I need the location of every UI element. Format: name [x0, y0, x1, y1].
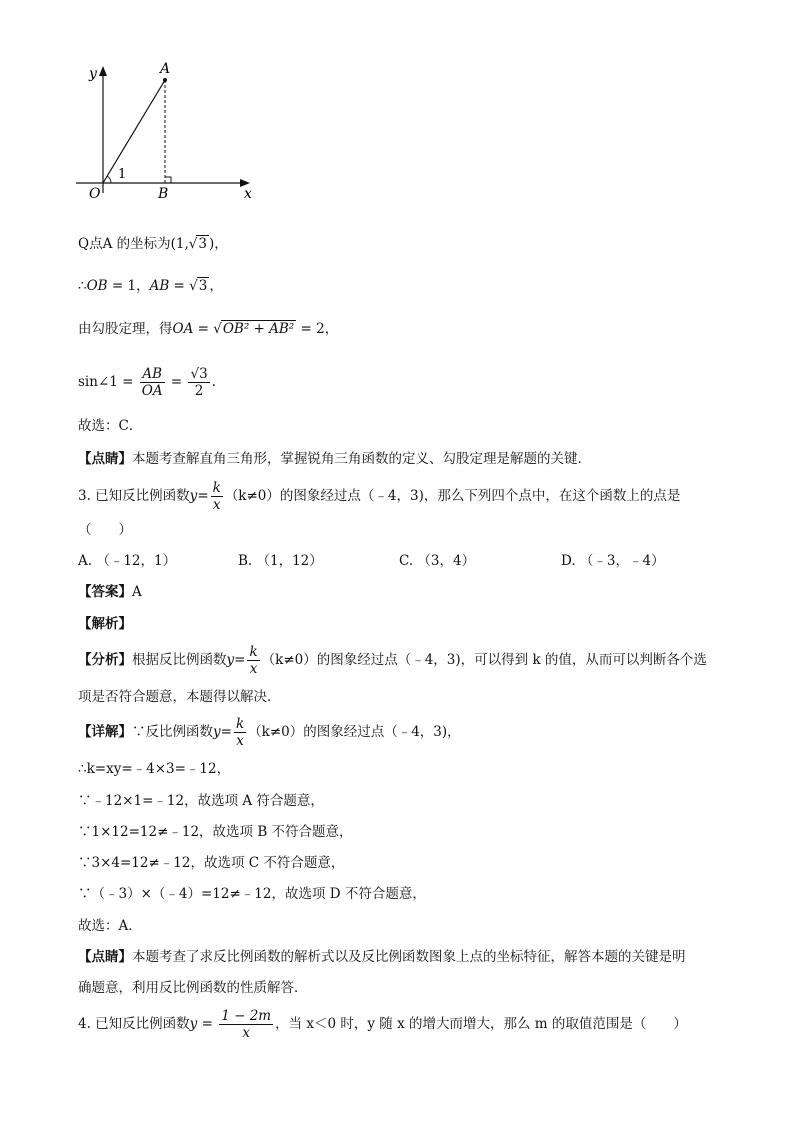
math-oa: OA [172, 321, 194, 337]
fraction-k-x [211, 480, 223, 513]
q3-option-b: B. （1，12） [238, 553, 323, 569]
q3-comment-line-1 [78, 947, 686, 967]
sqrt-icon: √ [189, 278, 198, 294]
q4-stem [78, 1006, 687, 1042]
text: )， [208, 236, 228, 252]
text: ，当 x＜0 时，y 随 x 的增大而增大，那么 m 的取值范围是（ ） [275, 1016, 687, 1032]
numerator: 1 − 2m [221, 1008, 272, 1024]
text: 根据反比例函数 [132, 652, 227, 668]
q3-step-1: ∴k=xy=﹣4×3=﹣12， [78, 761, 231, 777]
section-tag: 【分析】 [78, 652, 132, 668]
text: = [197, 488, 209, 504]
numerator: k [212, 480, 221, 496]
text: （k≠0）的图象经过点（﹣4，3)，可以得到 k 的值，从而可以判断各个选 [261, 652, 707, 668]
denominator: 2 [194, 383, 204, 399]
fraction-k-x [247, 644, 259, 677]
label-b: B [158, 186, 169, 202]
coordinate-figure [72, 58, 262, 203]
therefore-symbol: ∴ [78, 278, 87, 294]
q3-step-2: ∵﹣12×1=﹣12，故选项 A 符合题意， [78, 793, 324, 809]
text: （k≠0）的图象经过点（﹣4，3)，那么下列四个点中，在这个函数上的点是 [224, 488, 681, 504]
coord: (1, [170, 236, 189, 252]
math-y: y [189, 1016, 198, 1032]
numerator: √3 [190, 366, 208, 382]
q3-analysis-line-1 [78, 642, 707, 678]
fraction-sqrt3-2 [188, 366, 209, 399]
q3-step-6: 故选：A． [78, 918, 142, 934]
text: = 2， [296, 321, 339, 337]
sqrt-expression: OB² + AB² [222, 321, 295, 337]
section-tag: 【点睛】 [78, 451, 132, 467]
denominator: x [236, 733, 244, 749]
label-a: A [160, 61, 171, 77]
sqrt-icon: √ [188, 236, 198, 252]
y-axis-arrow-icon [99, 66, 107, 76]
text: （k≠0）的图象经过点（﹣4，3)， [248, 724, 461, 740]
point-a [163, 78, 167, 82]
denominator: OA [141, 383, 163, 399]
solution-line-4 [78, 364, 216, 400]
math-ab: AB [149, 278, 170, 294]
sqrt-icon: √ [213, 321, 222, 337]
math-ob: OB [86, 278, 108, 294]
math-y: y [213, 724, 221, 740]
text: sin∠1 = [78, 374, 138, 390]
solution-line-6 [78, 449, 591, 469]
text: ∵反比例函数 [132, 724, 213, 740]
denominator: x [249, 661, 258, 677]
sqrt-value: 3 [198, 278, 208, 294]
text: 3. 已知反比例函数 [78, 488, 190, 504]
numerator: k [235, 716, 245, 732]
solution-line-5: 故选：C． [78, 418, 143, 434]
solution-line-3 [78, 319, 338, 339]
text: = 1， [107, 278, 150, 294]
q3-comment-line-2: 确题意，利用反比例函数的性质解答． [78, 980, 308, 996]
denominator: x [242, 1025, 250, 1041]
text: . [211, 374, 216, 390]
text: = [234, 652, 246, 668]
solution-line-1 [78, 234, 228, 254]
fraction-ab-oa [140, 366, 165, 399]
segment-oa [103, 80, 165, 183]
label-x: x [244, 186, 252, 202]
answer-value: A [132, 584, 142, 600]
q3-step-4: ∵3×4=12≠﹣12，故选项 C 不符合题意， [78, 855, 345, 871]
text: ， [209, 278, 223, 294]
label-1: 1 [118, 167, 127, 182]
numerator: k [249, 644, 258, 660]
label-y: y [89, 66, 97, 82]
fraction-1-2m-x [219, 1008, 273, 1041]
text: = [220, 724, 232, 740]
q3-step-5: ∵（﹣3）×（﹣4）=12≠﹣12，故选项 D 不符合题意， [78, 886, 426, 902]
q3-option-d: D. （﹣3，﹣4） [561, 553, 665, 569]
q3-stem-paren: （ ） [78, 522, 132, 538]
math-y: y [226, 652, 235, 668]
text: Q点A 的坐标为 [78, 236, 171, 252]
label-o: O [89, 186, 101, 202]
right-angle-mark [165, 177, 171, 183]
section-tag: 【答案】 [78, 584, 132, 600]
q3-option-c: C. （3，4） [399, 553, 476, 569]
text: 本题考查解直角三角形，掌握锐角三角函数的定义、勾股定理是解题的关键． [132, 451, 591, 467]
section-tag: 【详解】 [78, 724, 132, 740]
text: 本题考查了求反比例函数的解析式以及反比例函数图象上点的坐标特征，解答本题的关键是明 [132, 949, 686, 965]
q3-answer [78, 582, 142, 602]
text: 4. 已知反比例函数 [78, 1016, 190, 1032]
q3-stem [78, 478, 680, 514]
q3-analysis-line-2: 项是否符合题意，本题得以解决． [78, 689, 281, 705]
text: = [197, 1016, 218, 1032]
numerator: AB [140, 366, 165, 383]
text: = [193, 321, 214, 337]
q3-detail-line-1 [78, 714, 461, 750]
solution-line-2 [78, 276, 223, 296]
q3-option-a: A. （﹣12，1） [78, 553, 177, 569]
sqrt-value: 3 [198, 236, 207, 252]
q3-step-3: ∵1×12=12≠﹣12，故选项 B 不符合题意， [78, 824, 353, 840]
text: = [166, 374, 187, 390]
text: = [169, 278, 190, 294]
section-tag: 【点睛】 [78, 949, 132, 965]
q3-jiexi-tag: 【解析】 [78, 616, 132, 632]
fraction-k-x [234, 716, 246, 749]
math-y: y [189, 488, 198, 504]
denominator: x [212, 497, 221, 513]
angle-1-arc [107, 176, 111, 183]
text: 由勾股定理，得 [78, 321, 173, 337]
